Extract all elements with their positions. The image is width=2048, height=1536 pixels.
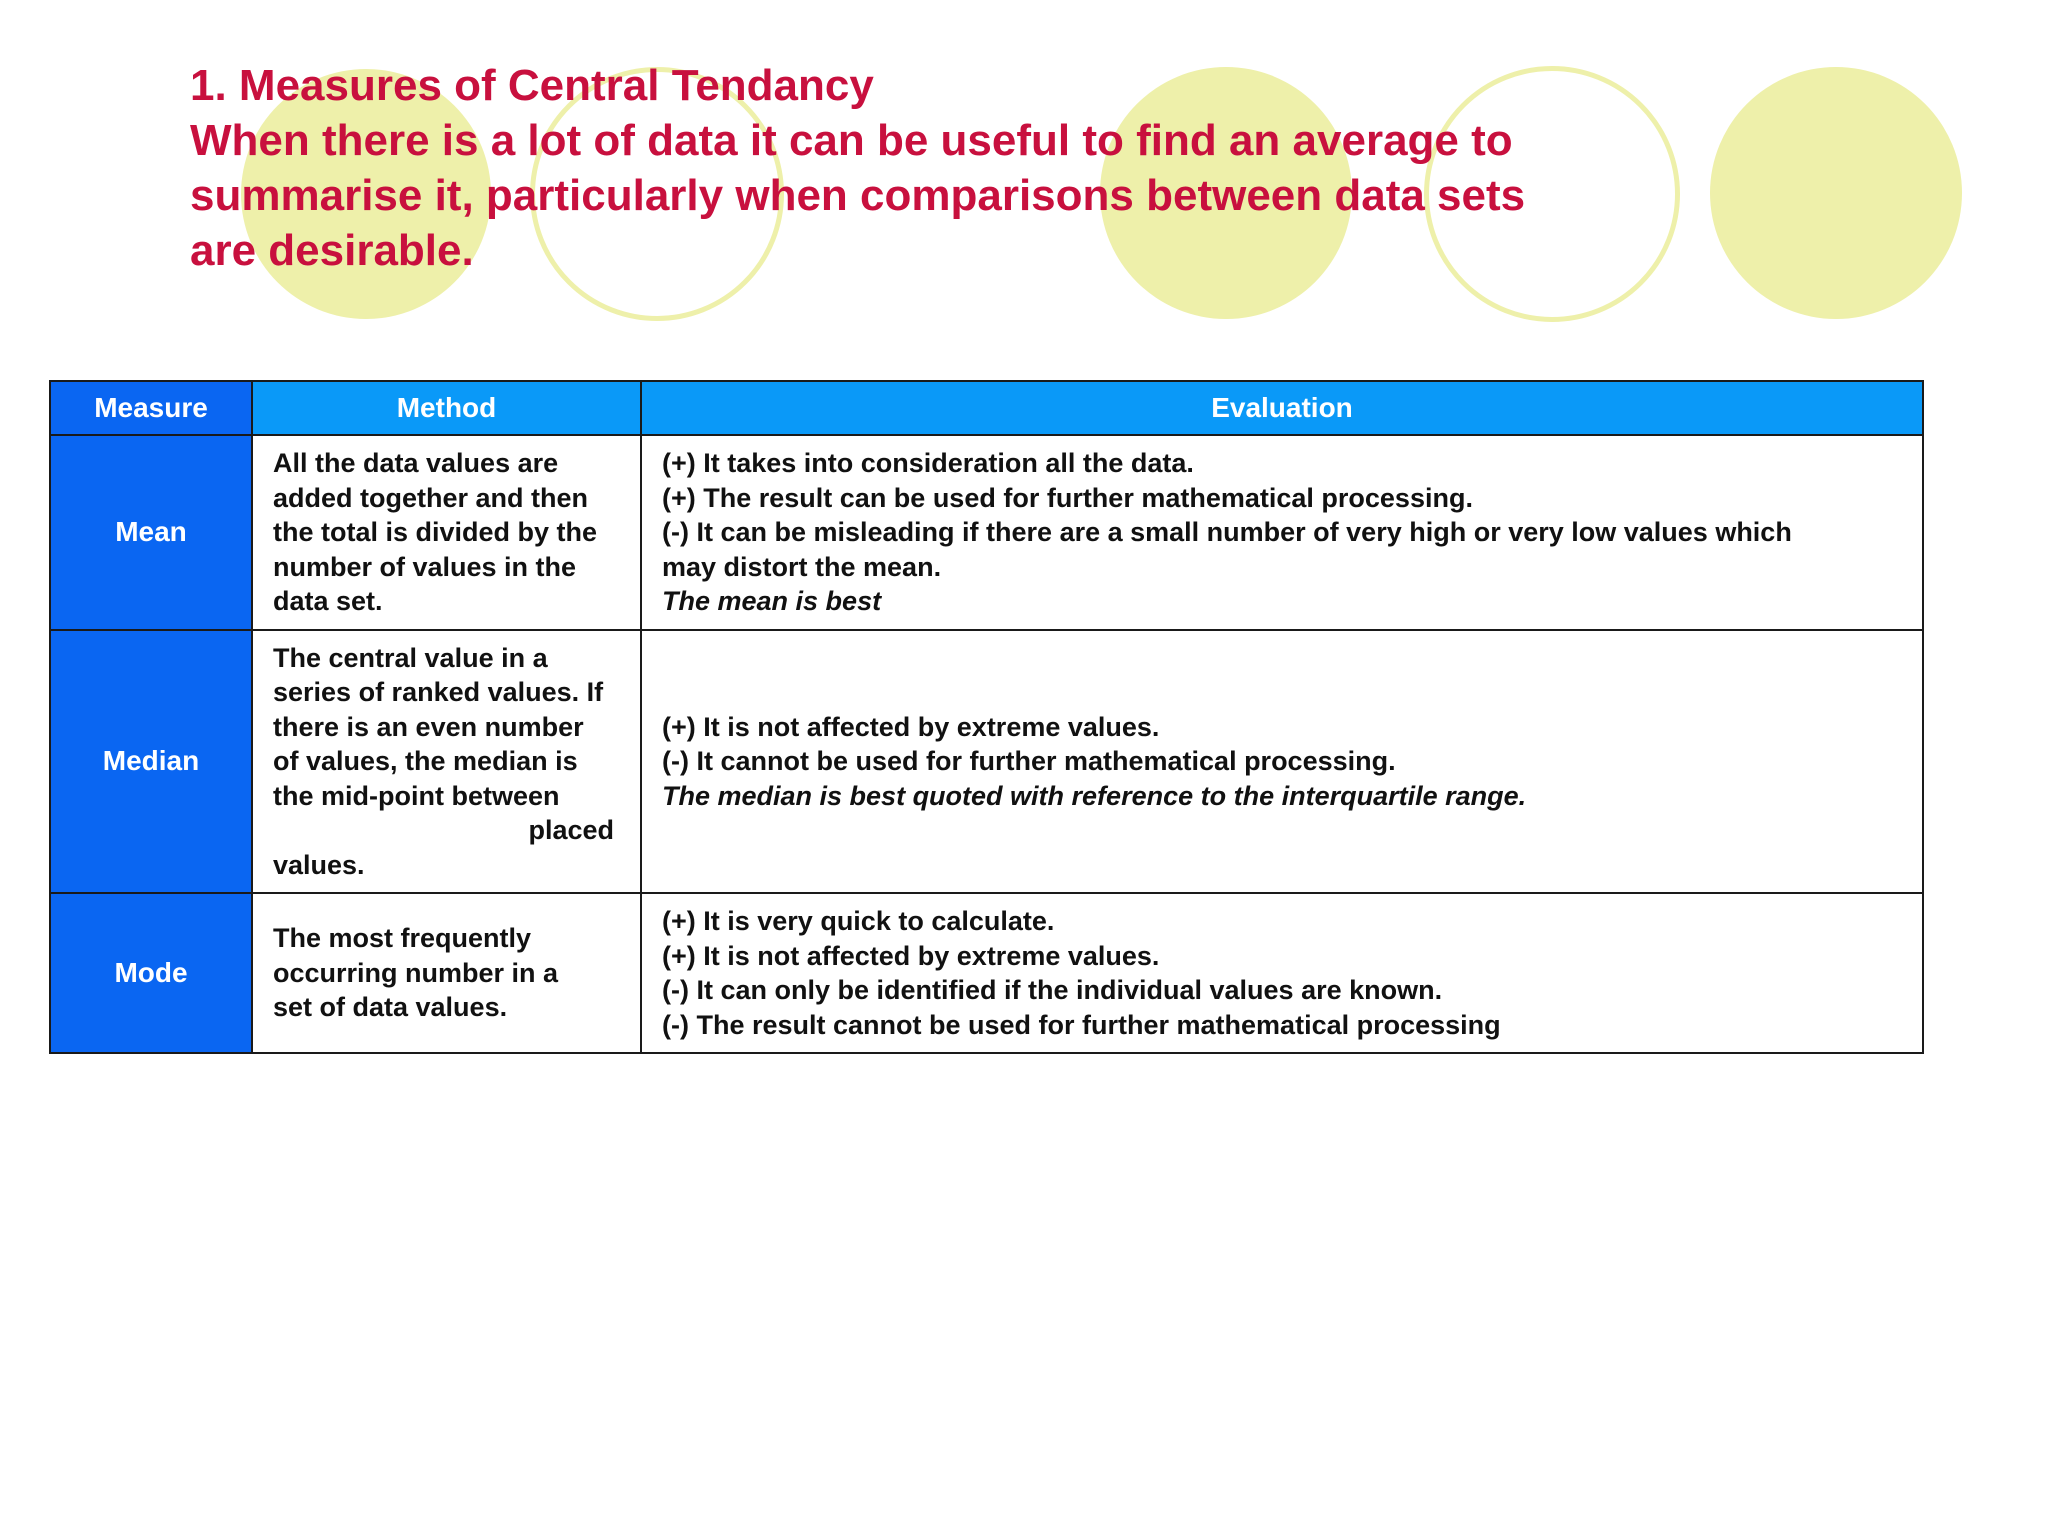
method-line: of values, the median is [273,746,578,776]
method-line: set of data values. [273,992,508,1023]
method-line: occurring number in a [273,957,559,988]
header-method: Method [252,381,641,435]
table-row-median [50,630,1923,894]
method-line: the total is divided by the [273,517,598,547]
evaluation-line: (-) The result cannot be used for further mathematical processing [662,1009,1501,1040]
evaluation-line: (+) It is very quick to calculate. [662,906,1055,936]
measure-name: Median [50,630,252,894]
table-row-mean [50,435,1923,630]
evaluation-line: (+) It takes into consideration all the data. [662,448,1194,478]
method-description [252,893,641,1053]
title-line: are desirable. [190,226,474,275]
evaluation-line: (-) It can be misleading if there are a small number of very high or very low values which [662,517,1792,547]
method-line: there is an even number [273,711,584,742]
slide-title [190,58,1670,278]
header-evaluation: Evaluation [641,381,1923,435]
method-description [252,630,641,894]
method-line-fragment: placed [528,815,614,845]
evaluation-line: (-) It cannot be used for further mathematical processing. [662,746,1396,776]
method-line: values. [273,849,365,880]
method-line: The most frequently [273,923,532,954]
central-tendency-table [49,380,1924,1054]
evaluation-description [641,630,1923,894]
evaluation-note: The mean is best [662,586,882,616]
measure-name: Mean [50,435,252,630]
evaluation-line: (+) It is not affected by extreme values. [662,711,1160,742]
method-line: number of values in the [273,551,577,582]
evaluation-line: (-) It can only be identified if the individual values are known. [662,975,1443,1005]
evaluation-note: The median is best quoted with reference to the interquartile range. [662,780,1527,811]
title-line: 1. Measures of Central Tendancy [190,61,874,110]
evaluation-line: may distort the mean. [662,551,942,582]
evaluation-line: (+) The result can be used for further mathematical processing. [662,482,1473,513]
method-line: series of ranked values. If [273,677,604,707]
title-line: When there is a lot of data it can be useful to find an average to [190,116,1513,165]
table-row-mode [50,893,1923,1053]
method-line: data set. [273,586,383,616]
table-header-row [50,381,1923,435]
evaluation-description [641,435,1923,630]
evaluation-description [641,893,1923,1053]
evaluation-line: (+) It is not affected by extreme values. [662,940,1160,971]
method-line: the mid-point between [273,780,560,811]
method-line: All the data values are [273,448,559,478]
title-line: summarise it, particularly when comparisons between data sets [190,171,1526,220]
header-measure: Measure [50,381,252,435]
method-line: The central value in a [273,642,548,673]
measure-name: Mode [50,893,252,1053]
method-line: added together and then [273,482,589,513]
method-description [252,435,641,630]
decorative-circle-filled [1710,67,1962,319]
